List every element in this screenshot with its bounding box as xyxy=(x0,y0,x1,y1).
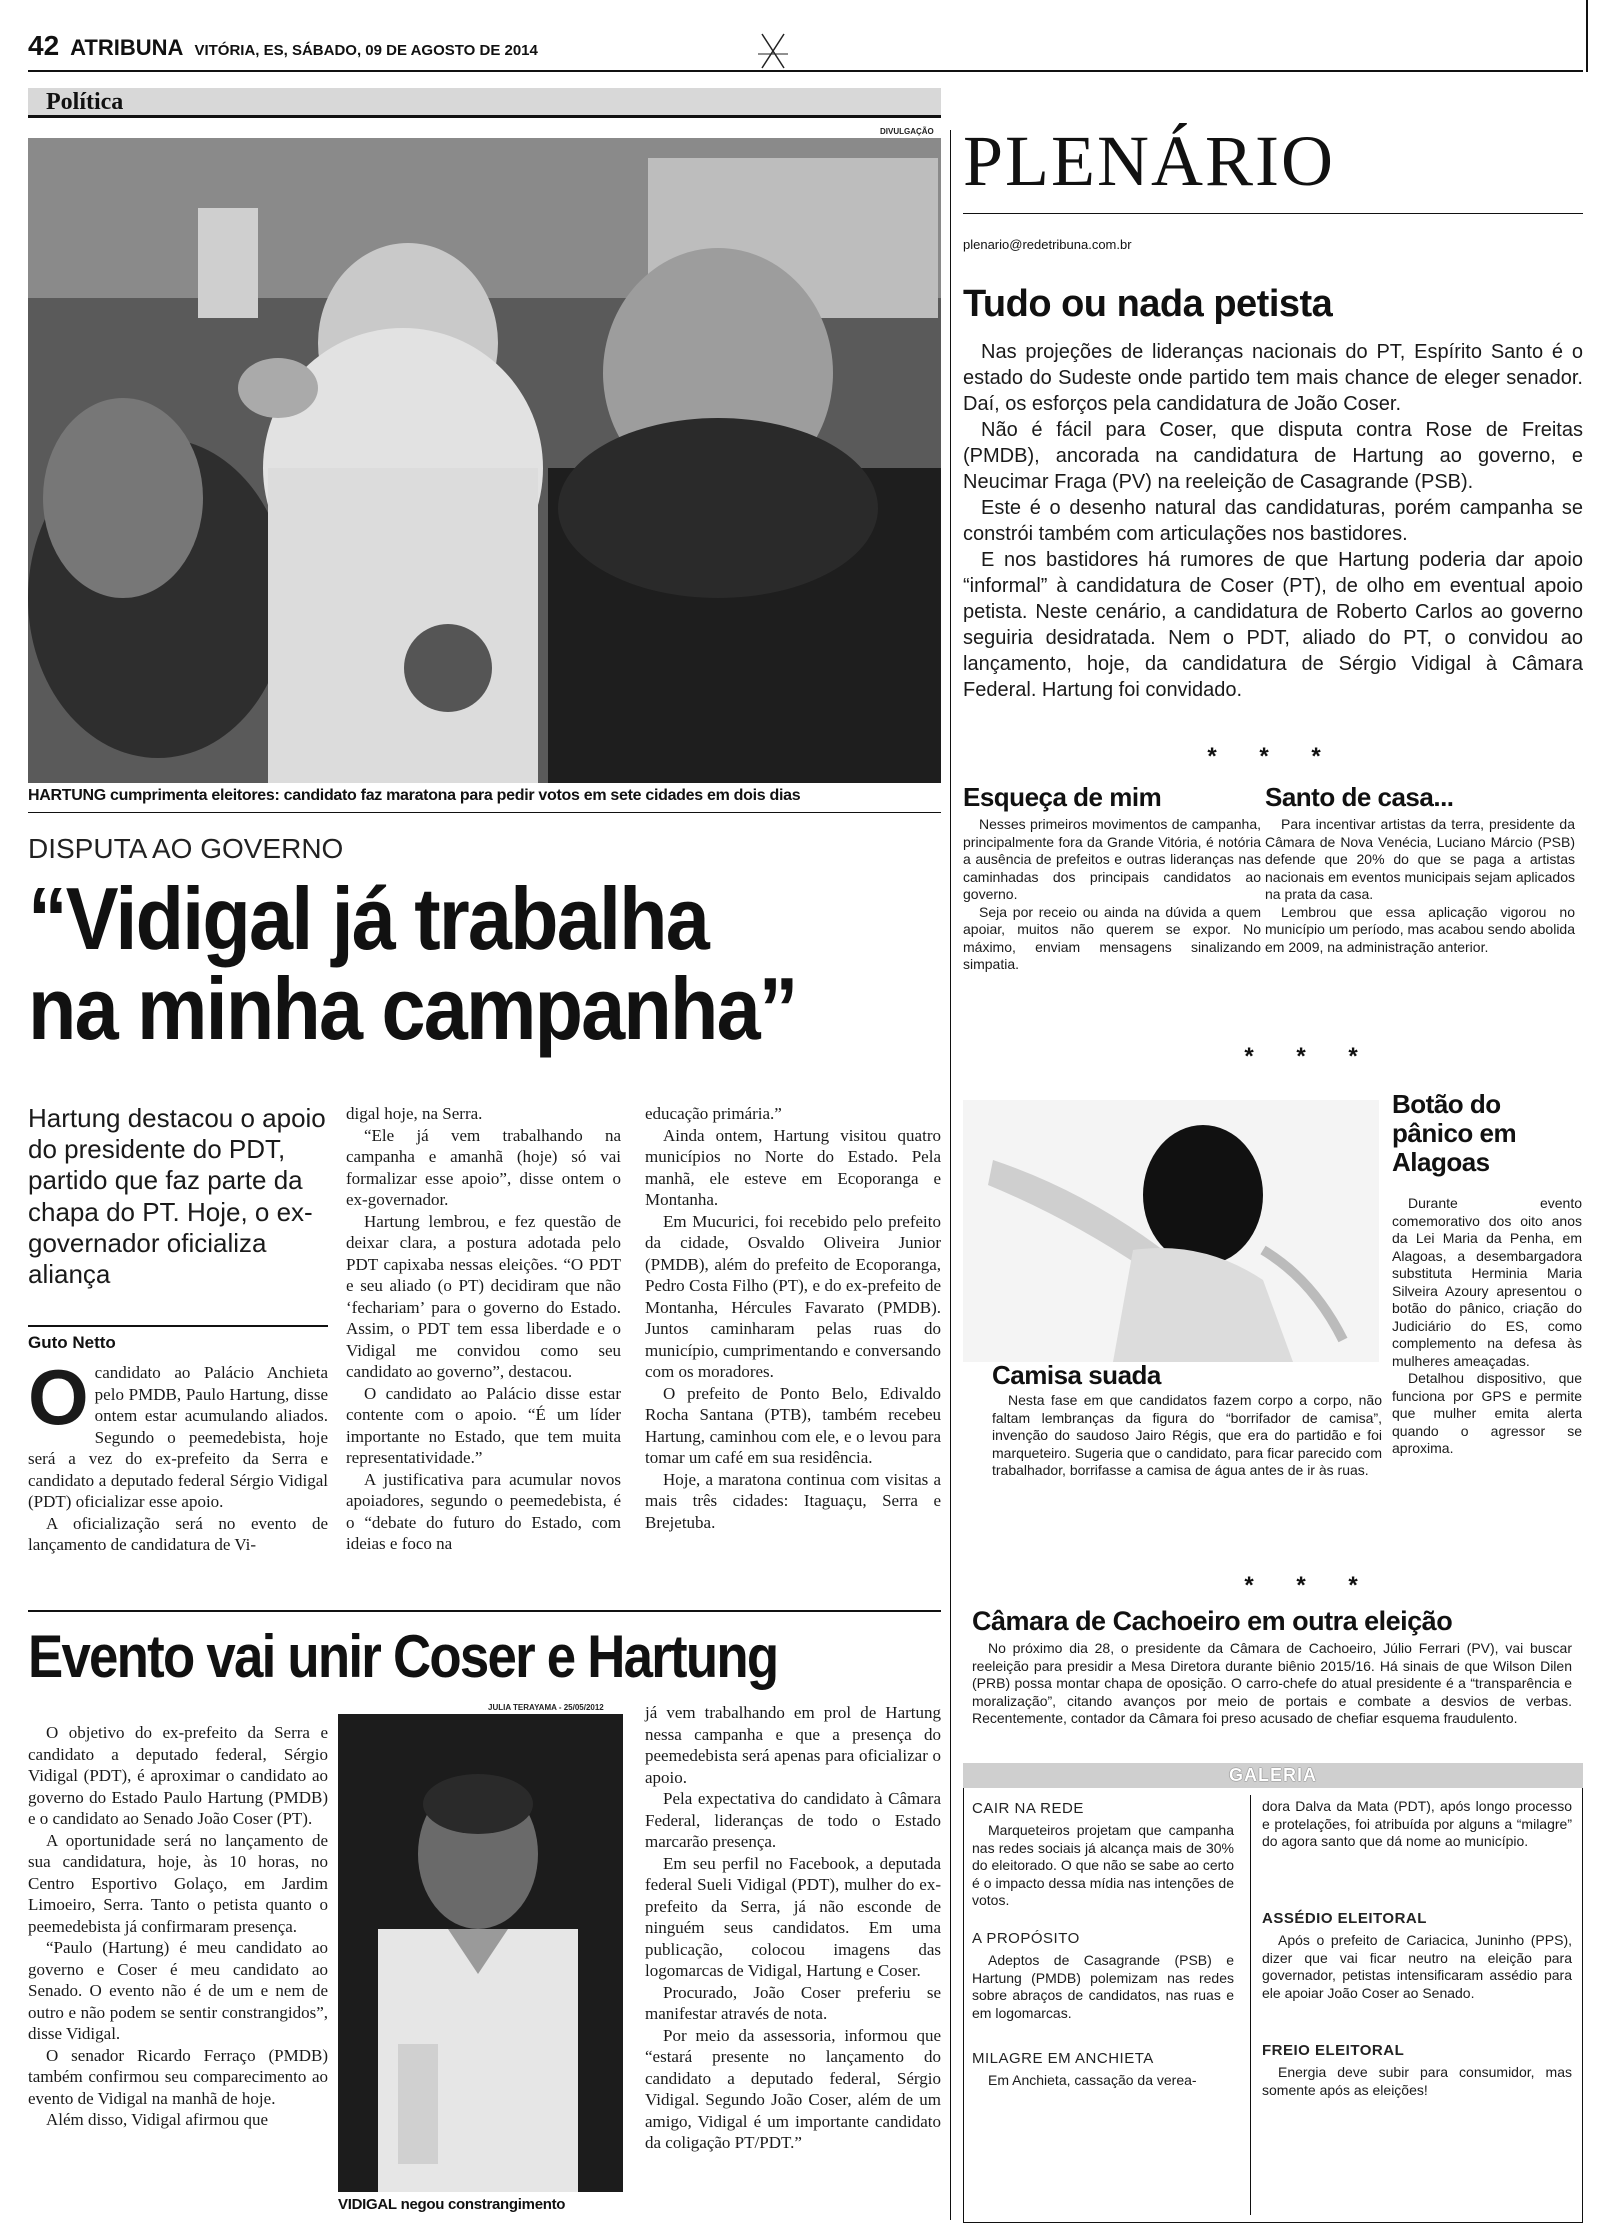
galeria-item-title: A PROPÓSITO xyxy=(972,1930,1080,1947)
story-kicker: DISPUTA AO GOVERNO xyxy=(28,833,344,864)
main-headline-line1: “Vidigal já trabalha xyxy=(28,869,708,968)
second-photo-caption xyxy=(338,2196,565,2213)
paragraph: O candidato ao Palácio disse estar contente com o apoio. “É um líder importante no Estado, que tem muita representatividade.” xyxy=(346,1383,621,1467)
column-divider xyxy=(950,130,951,2220)
page-number: 42 xyxy=(28,30,60,61)
paragraph: Hoje, a maratona continua com visitas a mais três cidades: Itaguaçu, Serra e Brejetuba. xyxy=(645,1469,941,1532)
dateline: VITÓRIA, ES, SÁBADO, 09 DE AGOSTO DE 2014 xyxy=(194,42,538,59)
galeria-item-body xyxy=(972,2072,1234,2090)
plenario-title: PLENÁRIO xyxy=(963,121,1335,201)
galeria-item-title: MILAGRE EM ANCHIETA xyxy=(972,2050,1154,2067)
separator-stars: * * * xyxy=(1244,1572,1376,1599)
second-headline: Evento vai unir Coser e Hartung xyxy=(28,1623,778,1690)
paragraph: candidato ao Palácio Anchieta pelo PMDB, Paulo Hartung, disse ontem estar acumulando aliados. Segundo o peemedebista, hoje será a vez do ex-prefeito da Serra e candidato a deputado federal Sérgio Vidigal (PDT) oficializar esse apoio. xyxy=(28,1363,328,1511)
caption-text: cumprimenta eleitores: candidato faz maratona para pedir votos em sete cidades em dois dias xyxy=(105,787,801,804)
second-story-col3 xyxy=(645,1702,941,2154)
second-story-col1 xyxy=(28,1722,328,2131)
paragraph: Nesta fase em que candidatos fazem corpo a corpo, não faltam lembranças da figura do “borrifador de camisa”, invenção do saudoso Jairo Régis, que era do partidão e foi marqueteiro. Sugeria que o candidato, para ficar parecido com trabalhador, borrifasse a camisa de água antes de ir às ruas. xyxy=(992,1392,1382,1478)
caption-text: negou constrangimento xyxy=(396,2196,566,2213)
note-body xyxy=(1265,816,1575,956)
paragraph: Procurado, João Coser preferiu se manifestar através de nota. xyxy=(645,1982,941,2023)
paragraph: “Ele já vem trabalhando na campanha e amanhã (hoje) só vai formalizar esse apoio”, disse ontem o ex-governador. xyxy=(346,1125,621,1209)
drop-cap: O xyxy=(28,1353,89,1441)
paragraph: Pela expectativa do candidato à Câmara Federal, lideranças de todo o Estado marcarão presença. xyxy=(645,1789,941,1851)
paragraph: Marqueteiros projetam que campanha nas redes sociais já alcança mais de 30% do eleitorado. O que não se sabe ao certo é o impacto dessa mídia nas intenções de votos. xyxy=(972,1822,1234,1908)
byline: Guto Netto xyxy=(28,1333,116,1352)
paragraph: Para incentivar artistas da terra, presidente da Câmara de Nova Venécia, Luciano Márcio (PSB) defende que 20% do que se paga a artistas nacionais em eventos municipais sejam aplicados na prata da casa. xyxy=(1265,816,1575,902)
page-edge-rule xyxy=(1586,0,1588,72)
galeria-item-title: ASSÉDIO ELEITORAL xyxy=(1262,1910,1427,1927)
galeria-item-body xyxy=(972,1952,1234,2022)
note-title: Botão do pânico em Alagoas xyxy=(1392,1089,1517,1178)
separator-stars: * * * xyxy=(1207,743,1339,770)
main-photo-caption xyxy=(28,787,941,805)
page-header xyxy=(28,30,538,62)
paragraph: Lembrou que essa aplicação vigorou no município um período, mas acabou sendo abolida em 2009, na administração anterior. xyxy=(1265,903,1575,955)
paragraph: Após o prefeito de Cariacica, Juninho (PPS), dizer que vai ficar neutro na eleição para governador, petistas intensificaram assédio para ele apoiar João Coser ao Senado. xyxy=(1262,1932,1572,2001)
main-story-col3 xyxy=(645,1103,941,1533)
paragraph: Em Anchieta, cassação da verea- xyxy=(988,2072,1197,2088)
galeria-title: GALERIA xyxy=(1229,1765,1317,1785)
galeria-item-body xyxy=(1262,1798,1572,1851)
section-title: Política xyxy=(46,89,124,115)
paragraph: educação primária.” xyxy=(645,1104,782,1123)
plenario-lead-title: Tudo ou nada petista xyxy=(963,283,1333,325)
paragraph: Em Mucurici, foi recebido pelo prefeito da cidade, Osvaldo Oliveira Junior (PMDB), além do prefeito de Ecoporanga, Pedro Costa Filho (PT), e do ex-prefeito de Montanha, Hércules Favarato (PMDB). Juntos caminharam pelas ruas do município, cumprimentando e conversando com os moradores. xyxy=(645,1211,941,1381)
main-story-col2 xyxy=(346,1103,621,1555)
separator-stars: * * * xyxy=(1244,1043,1376,1070)
paragraph: Detalhou dispositivo, que funciona por GPS e permite que mulher emita alerta quando o agressor se aproxima. xyxy=(1392,1370,1582,1456)
paragraph: Seja por receio ou ainda na dúvida a quem apoiar, muitos não querem se expor. No máximo, enviam mensagens sinalizando simpatia. xyxy=(963,903,1261,972)
paragraph: E nos bastidores há rumores de que Hartung poderia dar apoio “informal” à candidatura de Coser (PT), de olho em eventual apoio petista. Neste cenário, a candidatura de Roberto Carlos ao governo seguiria desidratada. Nem o PDT, aliado do PT, o convidou ao lançamento, hoje, da candidatura de Sérgio Vidigal à Câmara Federal. Hartung foi convidado. xyxy=(963,549,1583,701)
paragraph: Este é o desenho natural das candidaturas, porém campanha se constrói também com articulações nos bastidores. xyxy=(963,497,1583,545)
note-title: Esqueça de mim xyxy=(963,782,1162,812)
paragraph: dora Dalva da Mata (PDT), após longo processo e protelações, foi atribuída por alguns a “milagre” do agora santo que dá nome ao município. xyxy=(1262,1798,1572,1849)
paragraph: A justificativa para acumular novos apoiadores, segundo o peemedebista, é o “debate do futuro do Estado, com ideias e foco na xyxy=(346,1469,621,1553)
plenario-photo xyxy=(963,1100,1379,1362)
note-title: Câmara de Cachoeiro em outra eleição xyxy=(972,1606,1453,1636)
paragraph: O senador Ricardo Ferraço (PMDB) também confirmou seu comparecimento ao evento de Vidigal na manhã de hoje. xyxy=(28,2045,328,2108)
byline-rule xyxy=(28,1325,328,1327)
paragraph: Durante evento comemorativo dos oito anos da Lei Maria da Penha, em Alagoas, a desembargadora substituta Herminia Maria Silveira Azoury apresentou o botão do pânico, criação do Judiciário do ES, como complemento na defesa às mulheres ameaçadas. xyxy=(1392,1195,1582,1369)
paragraph: O prefeito de Ponto Belo, Edivaldo Rocha Santana (PTB), também recebeu Hartung, caminhou com ele, e o levou para tomar um café em sua residência. xyxy=(645,1383,941,1467)
header-rule xyxy=(28,70,1583,72)
note-body xyxy=(1392,1195,1582,1458)
paragraph: Energia deve subir para consumidor, mas somente após as eleições! xyxy=(1262,2064,1572,2098)
main-story-col1 xyxy=(28,1353,328,1556)
galeria-item-body xyxy=(972,1822,1234,1910)
paragraph: Não é fácil para Coser, que disputa contra Rose de Freitas (PMDB), ancorada na candidatura de Hartung ao governo, e Neucimar Fraga (PV) na reeleição de Casagrande (PSB). xyxy=(963,419,1583,493)
paragraph: Em seu perfil no Facebook, a deputada federal Sueli Vidigal (PDT), mulher do ex-prefeito da Serra, já não esconde de ninguém seus candidatos. Em uma publicação, colocou imagens das logomarcas de Vidigal, Hartung e Coser. xyxy=(645,1853,941,1980)
note-title: Santo de casa... xyxy=(1265,782,1454,812)
paragraph: “Paulo (Hartung) é meu candidato ao governo e Coser é meu candidato ao Senado. O evento não é de um e nem de outro e não podem se sentir constrangidos”, disse Vidigal. xyxy=(28,1938,328,2043)
plenario-lead-body xyxy=(963,339,1583,703)
note-body xyxy=(963,816,1261,974)
paragraph: já vem trabalhando em prol de Hartung nessa campanha e que a presença do peemedebista será apenas para oficializar o apoio. xyxy=(645,1703,941,1787)
second-photo xyxy=(338,1714,623,2192)
note-body xyxy=(992,1392,1382,1480)
paragraph: Hartung lembrou, e fez questão de deixar clara, a postura adotada pelo PDT capixaba nessas eleições. “O PDT e seu aliado (o PT) decidiram que não ‘fechariam’ para o governo do Estado. Assim, o PDT tem essa liberdade e o Vidigal me convidou como seu candidato ao governo”, destacou. xyxy=(346,1211,621,1381)
paragraph: Por meio da assessoria, informou que “estará presente no lançamento do candidato a deputado federal, Sérgio Vidigal. Segundo João Coser, além de um amigo, Vidigal é um importante candidato da coligação PT/PDT.” xyxy=(645,2025,941,2152)
photo-credit: DIVULGAÇÃO xyxy=(880,127,934,136)
galeria-item-body xyxy=(1262,2064,1572,2099)
section-bar xyxy=(28,88,941,118)
paragraph: O objetivo do ex-prefeito da Serra e candidato a deputado federal, Sérgio Vidigal (PDT), é aproximar o candidato ao governo do Estado Paulo Hartung (PMDB) e o candidato ao Senado João Coser (PT). xyxy=(28,1723,328,1828)
main-headline-line2: na minha campanha” xyxy=(28,959,797,1058)
galeria-title-bar xyxy=(963,1763,1583,1788)
galeria-divider xyxy=(1250,1795,1251,2215)
paragraph: Além disso, Vidigal afirmou que xyxy=(46,2110,268,2129)
plenario-email: plenario@redetribuna.com.br xyxy=(963,237,1132,252)
paragraph: Nesses primeiros movimentos de campanha, principalmente fora da Grande Vitória, é notória a ausência de prefeitos e outras lideranças nas caminhadas dos principais candidatos ao governo. xyxy=(963,816,1261,902)
note-body xyxy=(972,1640,1572,1728)
paragraph: A oficialização será no evento de lançamento de candidatura de Vi- xyxy=(28,1513,328,1554)
main-photo xyxy=(28,138,941,783)
plenario-rule xyxy=(963,213,1583,214)
galeria-item-title: FREIO ELEITORAL xyxy=(1262,2042,1405,2059)
caption-lead: VIDIGAL xyxy=(338,2196,397,2213)
paragraph: digal hoje, na Serra. xyxy=(346,1104,483,1123)
paragraph: No próximo dia 28, o presidente da Câmara de Cachoeiro, Júlio Ferrari (PV), vai buscar reeleição para presidir a Mesa Diretora durante biênio 2015/16. Há sinais de que Wilson Dilen (PRB) possa montar chapa de oposição. O carro-chefe do atual presidente é a “transparência e moralização”, citando avanços por meio de portais e combate a desvios de verbas. Recentemente, contador da Câmara foi preso acusado de chefiar esquema fraudulento. xyxy=(972,1640,1572,1726)
paragraph: Ainda ontem, Hartung visitou quatro municípios no Norte do Estado. Pela manhã, ele esteve em Ecoporanga e Montanha. xyxy=(645,1125,941,1209)
galeria-item-title: CAIR NA REDE xyxy=(972,1800,1084,1817)
caption-rule xyxy=(28,812,941,813)
paragraph: A oportunidade será no lançamento de sua candidatura, hoje, às 10 horas, no Centro Esportivo Golaço, em Jardim Limoeiro, Serra. Tanto o petista quanto o peemedebista já confirmaram presença. xyxy=(28,1830,328,1936)
story-subhead: Hartung destacou o apoio do presidente do PDT, partido que faz parte da chapa do PT. Hoje, o ex-governador oficializa aliança xyxy=(28,1103,326,1289)
crop-mark xyxy=(758,32,788,70)
publication-name: ATRIBUNA xyxy=(70,35,184,60)
story-separator xyxy=(28,1610,941,1612)
paragraph: Adeptos de Casagrande (PSB) e Hartung (PMDB) polemizam nas redes sobre abraços de candidatos, nas ruas e em logomarcas. xyxy=(972,1952,1234,2021)
galeria-item-body xyxy=(1262,1932,1572,2002)
paragraph: Nas projeções de lideranças nacionais do PT, Espírito Santo é o estado do Sudeste onde partido tem mais chance de eleger senador. Daí, os esforços pela candidatura de João Coser. xyxy=(963,341,1583,415)
second-photo-credit: JULIA TERAYAMA - 25/05/2012 xyxy=(488,1703,604,1712)
caption-lead: HARTUNG xyxy=(28,787,106,804)
note-title: Camisa suada xyxy=(992,1360,1161,1390)
